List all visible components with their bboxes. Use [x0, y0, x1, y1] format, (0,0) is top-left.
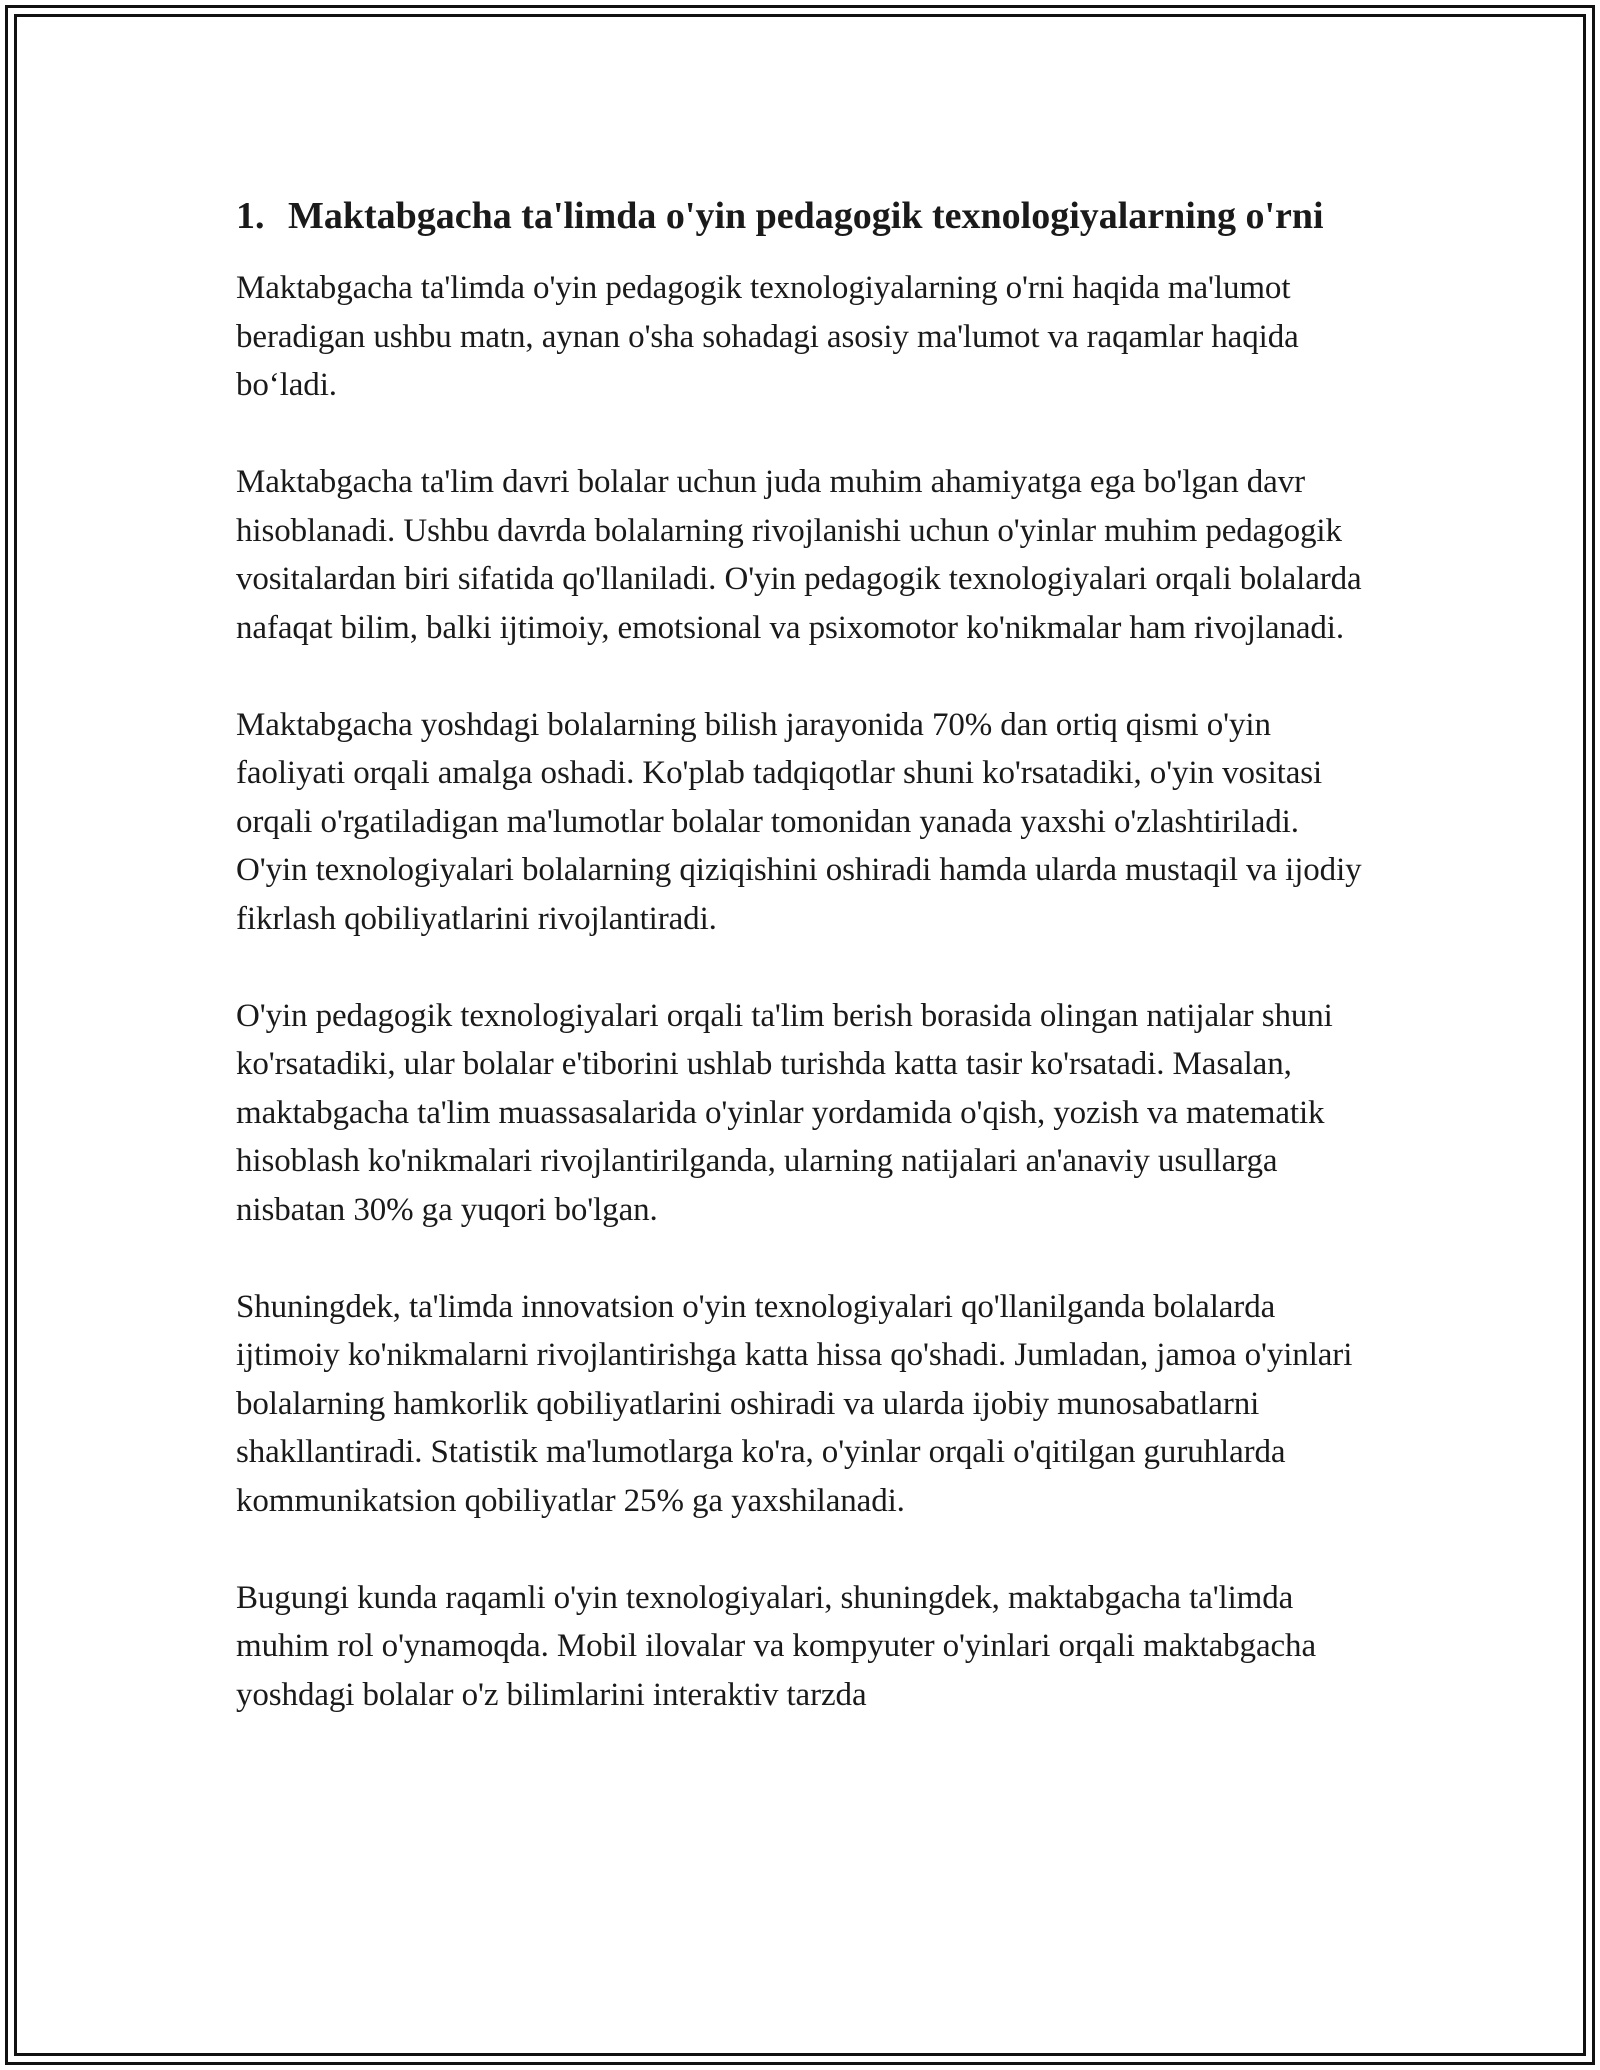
paragraph-4: O'yin pedagogik texnologiyalari orqali ta'lim berish borasida olingan natijalar shuni ko'rsatadiki, ular bolalar e'tiborini ushlab turishda katta tasir ko'rsatadi. Masalan, maktabgacha ta'lim muassasalarida o'yinlar yordamida o'qish, yozish va matematik hisoblash ko'nikmalari rivojlantirilganda, ularning natijalari an'anaviy usullarga nisbatan 30% ga yuqori bo'lgan.	[236, 997, 1333, 1228]
document-body	[236, 188, 1366, 1768]
paragraph-6: Bugungi kunda raqamli o'yin texnologiyalari, shuningdek, maktabgacha ta'limda muhim rol o'ynamoqda. Mobil ilovalar va kompyuter o'yinlari orqali maktabgacha yoshdagi bolalar o'z bilimlarini interaktiv tarzda	[236, 1579, 1316, 1713]
paragraph-5: Shuningdek, ta'limda innovatsion o'yin texnologiyalari qo'llanilganda bolalarda ijtimoiy ko'nikmalarni rivojlantirishga katta hissa qo'shadi. Jumladan, jamoa o'yinlari bolalarning hamkorlik qobiliyatlarini oshiradi va ularda ijobiy munosabatlarni shakllantiradi. Statistik ma'lumotlarga ko'ra, o'yinlar orqali o'qitilgan guruhlarda kommunikatsion qobiliyatlar 25% ga yaxshilanadi.	[236, 1288, 1353, 1519]
section-number: 1.	[236, 195, 265, 237]
paragraph-2: Maktabgacha ta'lim davri bolalar uchun juda muhim ahamiyatga ega bo'lgan davr hisoblanadi. Ushbu davrda bolalarning rivojlanishi uchun o'yinlar muhim pedagogik vositalardan biri sifatida qo'llaniladi. O'yin pedagogik texnologiyalari orqali bolalarda nafaqat bilim, balki ijtimoiy, emotsional va psixomotor ko'nikmalar ham rivojlanadi.	[236, 464, 1362, 646]
paragraph-3: Maktabgacha yoshdagi bolalarning bilish jarayonida 70% dan ortiq qismi o'yin faoliyati orqali amalga oshadi. Ko'plab tadqiqotlar shuni ko'rsatadiki, o'yin vositasi orqali o'rgatiladigan ma'lumotlar bolalar tomonidan yanada yaxshi o'zlashtiriladi. O'yin texnologiyalari bolalarning qiziqishini oshiradi hamda ularda mustaqil va ijodiy fikrlash qobiliyatlarini rivojlantiradi.	[236, 706, 1362, 937]
section-heading	[236, 188, 1366, 244]
section-title: Maktabgacha ta'limda o'yin pedagogik texnologiyalarning o'rni	[288, 195, 1324, 237]
paragraph-1: Maktabgacha ta'limda o'yin pedagogik texnologiyalarning o'rni haqida ma'lumot beradigan ushbu matn, aynan o'sha sohadagi asosiy ma'lumot va raqamlar haqida bo‘ladi.	[236, 270, 1299, 403]
